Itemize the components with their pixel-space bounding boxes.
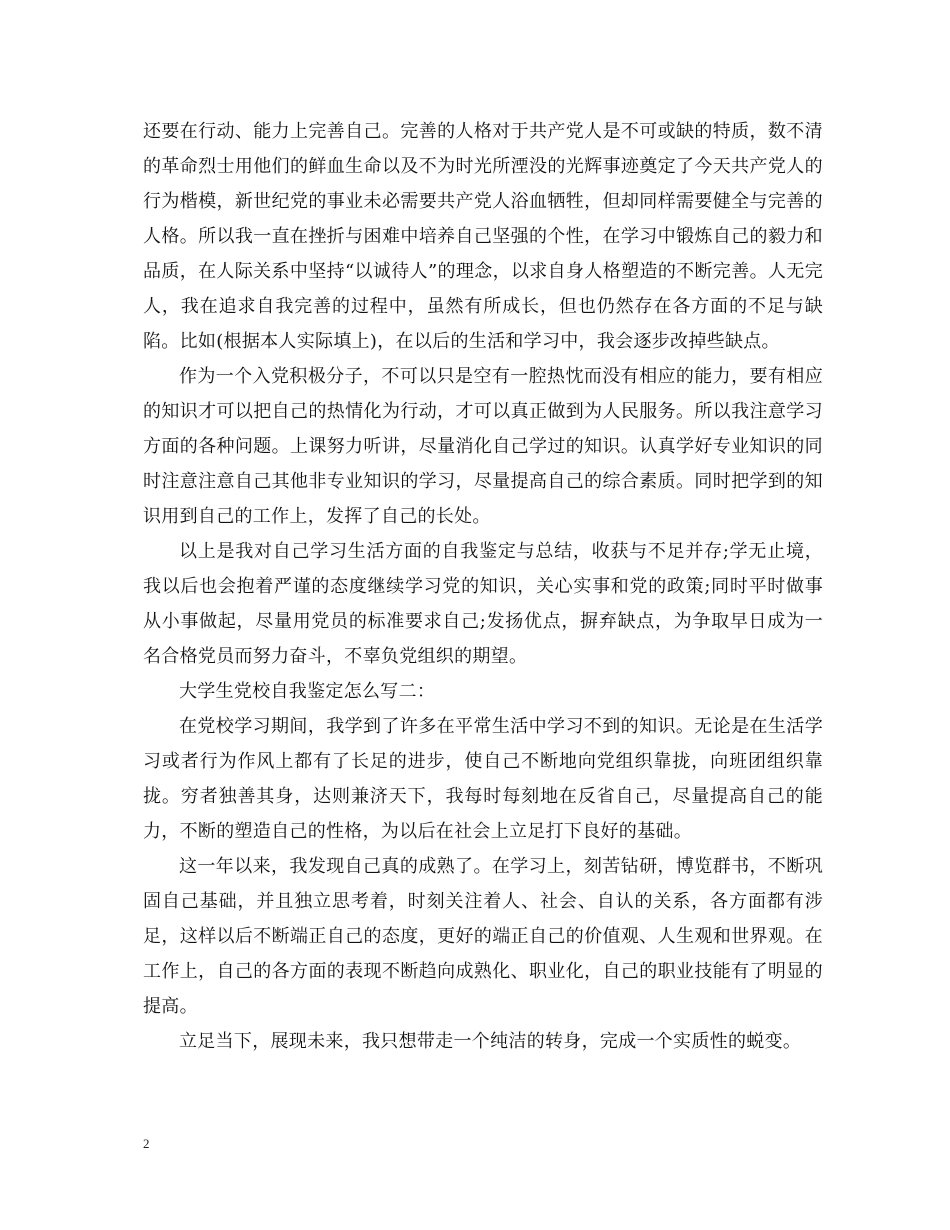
paragraph-summary: 以上是我对自己学习生活方面的自我鉴定与总结，收获与不足并存;学无止境，我以后也会抱着严谨的态度继续学习党的知识，关心实事和党的政策;同时平时做事从小事做起，尽量用党员的标准要求自己;发扬优点，摒弃缺点，为争取早日成为一名合格党员而努力奋斗，不辜负党组织的期望。 xyxy=(143,541,823,667)
page-number: 2 xyxy=(143,1136,150,1151)
paragraph-knowledge: 作为一个入党积极分子，不可以只是空有一腔热忱而没有相应的能力，要有相应的知识才可以把自己的热情化为行动，才可以真正做到为人民服务。所以我注意学习方面的各种问题。上课努力听讲，尽量消化自己学过的知识。认真学好专业知识的同时注意注意自己其他非专业知识的学习，尽量提高自己的综合素质。同时把学到的知识用到自己的工作上，发挥了自己的长处。 xyxy=(143,366,823,527)
paragraph-party-school: 在党校学习期间，我学到了许多在平常生活中学习不到的知识。无论是在生活学习或者行为作风上都有了长足的进步，使自己不断地向党组织靠拢，向班团组织靠拢。穷者独善其身，达则兼济天下，我每时每刻地在反省自己，尽量提高自己的能力，不断的塑造自己的性格，为以后在社会上立足打下良好的基础。 xyxy=(143,716,823,842)
paragraph-closing: 立足当下，展现未来，我只想带走一个纯洁的转身，完成一个实质性的蜕变。 xyxy=(179,1031,802,1052)
paragraph-growth: 这一年以来，我发现自己真的成熟了。在学习上，刻苦钻研，博览群书，不断巩固自己基础，并且独立思考着，时刻关注着人、社会、自认的关系，各方面都有涉足，这样以后不断端正自己的态度，更好的端正自己的价值观、人生观和世界观。在工作上，自己的各方面的表现不断趋向成熟化、职业化，自己的职业技能有了明显的提高。 xyxy=(143,856,823,1017)
document-body xyxy=(143,114,823,1059)
paragraph-continued: 还要在行动、能力上完善自己。完善的人格对于共产党人是不可或缺的特质，数不清的革命烈士用他们的鲜血生命以及不为时光所湮没的光辉事迹奠定了今天共产党人的行为楷模，新世纪党的事业未必需要共产党人浴血牺牲，但却同样需要健全与完善的人格。所以我一直在挫折与困难中培养自己坚强的个性，在学习中锻炼自己的毅力和品质，在人际关系中坚持“以诚待人”的理念，以求自身人格塑造的不断完善。人无完人，我在追求自我完善的过程中，虽然有所成长，但也仍然存在各方面的不足与缺陷。比如(根据本人实际填上)，在以后的生活和学习中，我会逐步改掉些缺点。 xyxy=(143,121,823,352)
section-heading: 大学生党校自我鉴定怎么写二： xyxy=(179,681,436,702)
